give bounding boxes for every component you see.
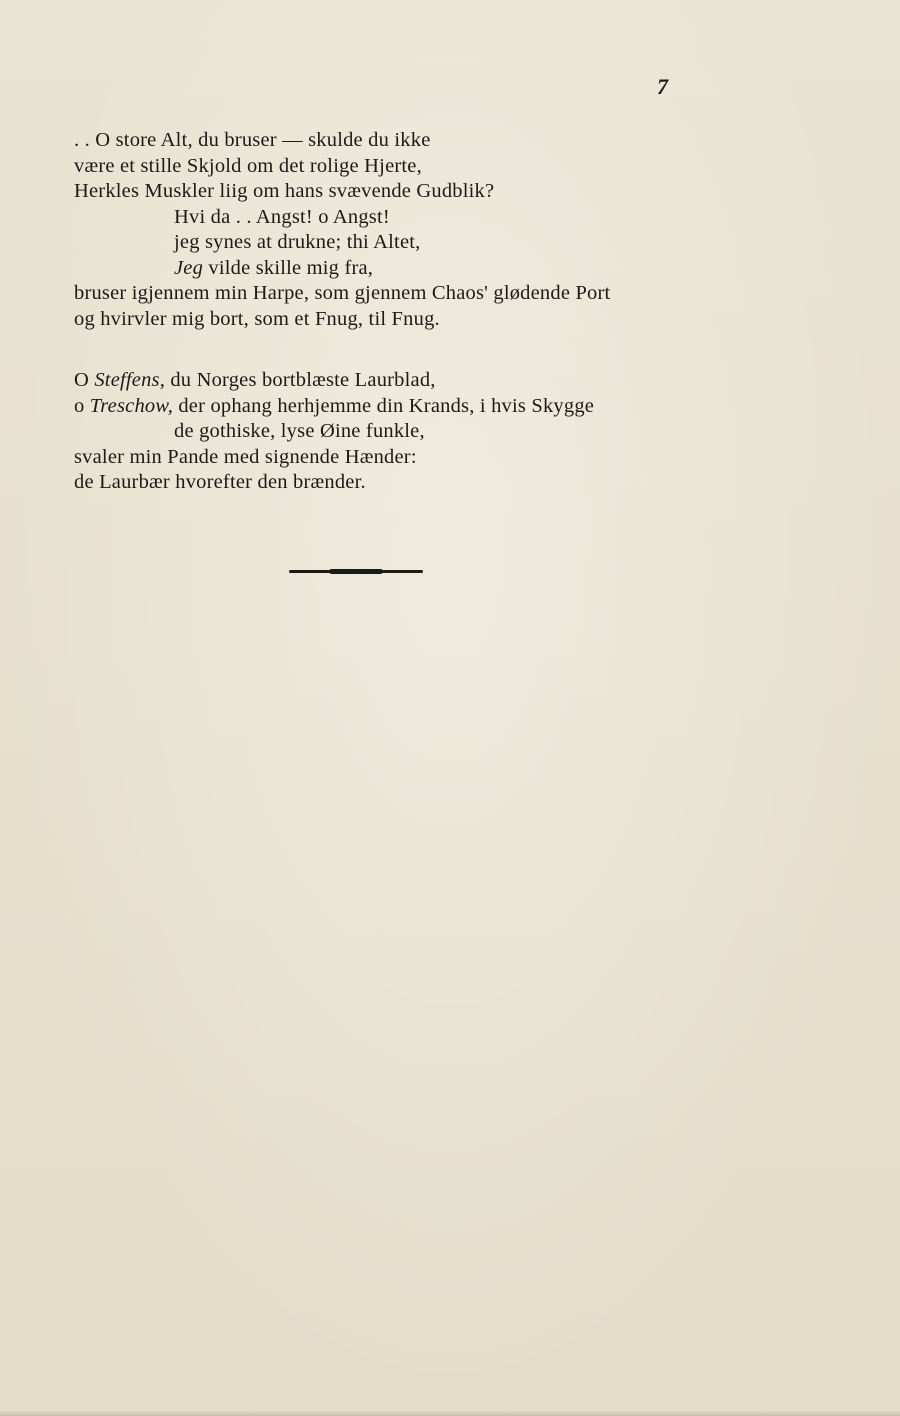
- page-bottom-edge: [0, 1410, 900, 1416]
- page-number: 7: [657, 74, 668, 99]
- poem-line: jeg synes at drukne; thi Altet,: [174, 231, 421, 253]
- stanza-1: [74, 128, 694, 332]
- section-divider-rule: [289, 570, 423, 573]
- poem-line: Hvi da . . Angst! o Angst!: [174, 205, 390, 228]
- line-prefix: O: [74, 369, 90, 391]
- poem-line: og hvirvler mig bort, som et Fnug, til Fnug.: [74, 307, 440, 330]
- poem-line: svaler min Pande med signende Hænder:: [74, 445, 417, 468]
- italic-name: Treschow,: [89, 394, 174, 417]
- italic-word: Jeg: [174, 256, 204, 279]
- italic-name: Steffens,: [94, 369, 166, 391]
- poem-line: Herkles Muskler liig om hans svævende Gudblik?: [74, 180, 495, 202]
- poem-line: de gothiske, lyse Øine funkle,: [174, 420, 425, 442]
- poem-line-rest: der ophang herhjemme din Krands, i hvis Skygge: [178, 394, 595, 417]
- stanza-gap: [74, 332, 694, 368]
- poem-line: de Laurbær hvorefter den brænder.: [74, 471, 366, 493]
- poem-line: [74, 256, 694, 282]
- poem-line: bruser igjennem min Harpe, som gjennem Chaos' glødende Port: [74, 282, 611, 304]
- poem-line: [74, 368, 694, 394]
- poem-line: være et stille Skjold om det rolige Hjerte,: [74, 154, 422, 177]
- poem-line-rest: vilde skille mig fra,: [208, 256, 374, 279]
- poem-line: . . O store Alt, du bruser — skulde du ikke: [74, 129, 431, 151]
- poem-line-rest: du Norges bortblæste Laurblad,: [170, 369, 436, 391]
- poem-text: [74, 128, 694, 496]
- poem-line: [74, 394, 694, 420]
- stanza-2: [74, 368, 694, 496]
- line-prefix: o: [74, 394, 85, 417]
